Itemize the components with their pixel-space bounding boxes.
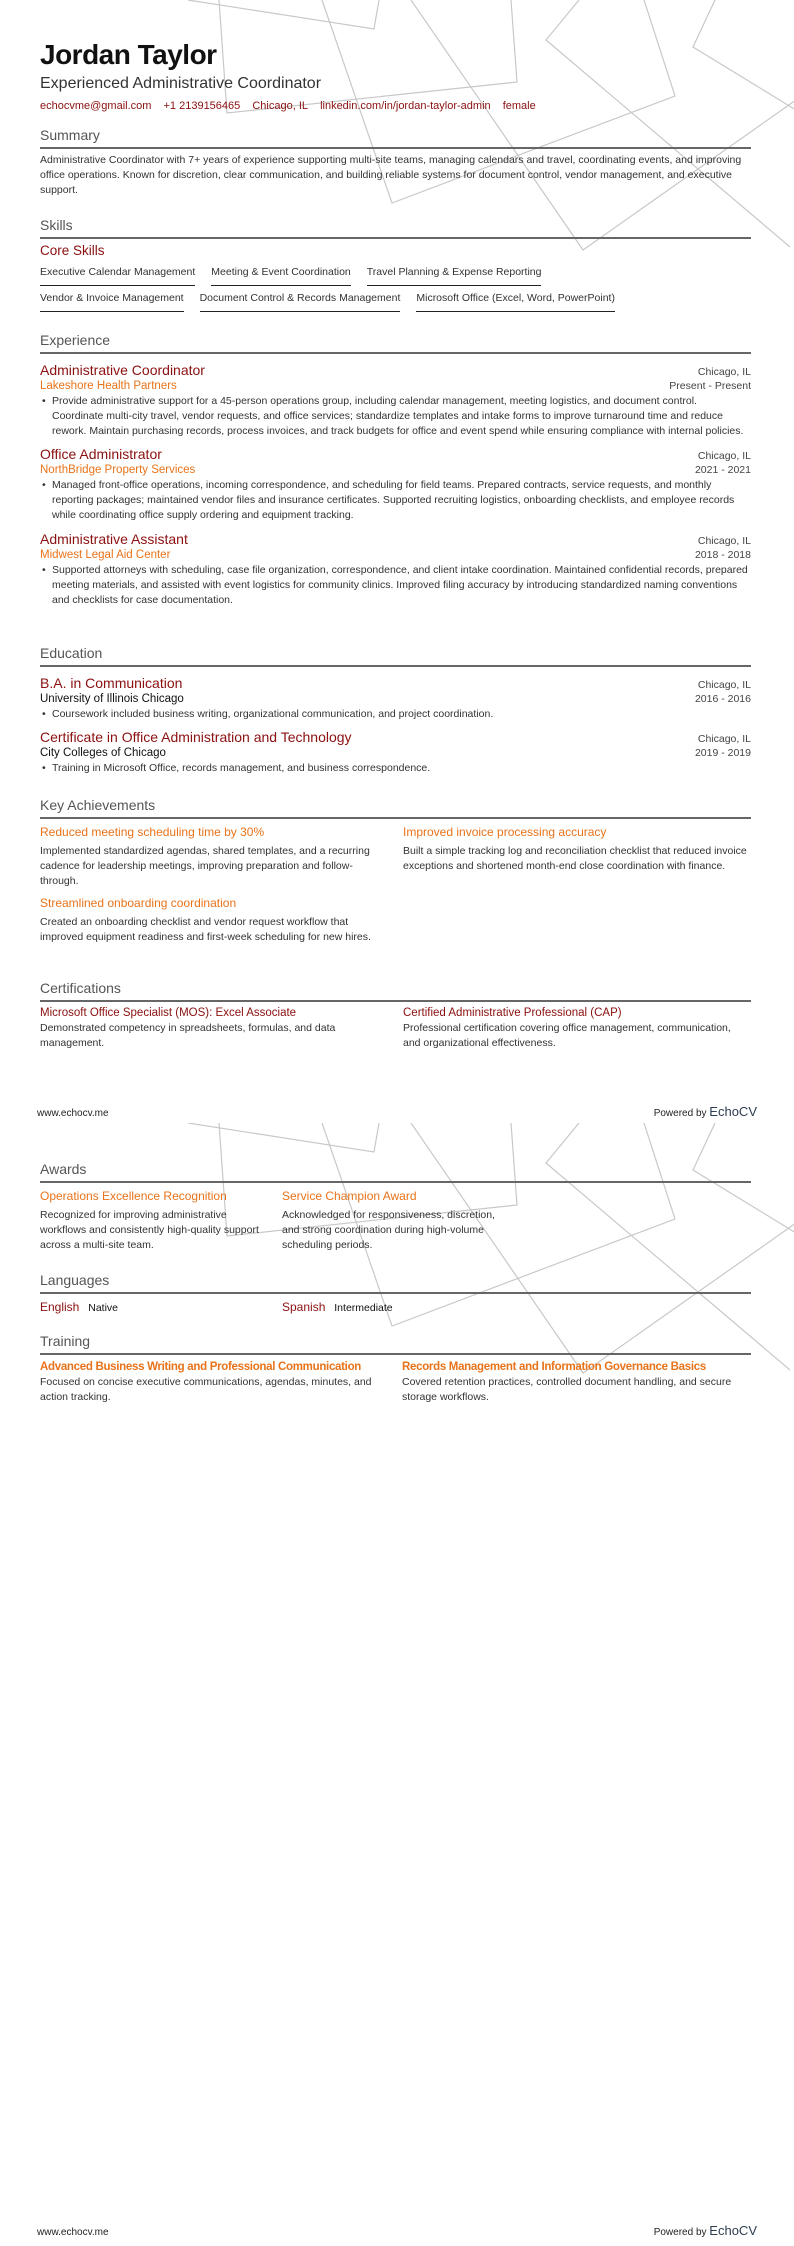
footer-powered xyxy=(654,1104,757,1119)
job-entry xyxy=(40,530,751,608)
education-location: Chicago, IL xyxy=(697,733,751,745)
achievement-desc: Implemented standardized agendas, shared templates, and a recurring cadence for leadership meetings, improving preparation and follow-through. xyxy=(40,844,370,887)
award-item xyxy=(282,1188,524,1253)
page-footer xyxy=(37,1104,757,1119)
skill-tag: Document Control & Records Management xyxy=(200,291,401,312)
job-dates: Present - Present xyxy=(669,379,751,392)
achievement-desc: Built a simple tracking log and reconciliation checklist that reduced invoice exceptions and shortened month-end close coordination with finance. xyxy=(403,844,747,872)
training-item xyxy=(40,1360,402,1405)
degree: B.A. in Communication xyxy=(40,674,183,691)
certification-item xyxy=(403,1006,751,1051)
achievement-desc: Created an onboarding checklist and vendor request workflow that improved equipment readiness and first-week scheduling for new hires. xyxy=(40,915,371,943)
section-heading: Experience xyxy=(40,332,111,348)
company-name: Midwest Legal Aid Center xyxy=(40,548,171,561)
training-section xyxy=(40,1332,751,1405)
certification-desc: Demonstrated competency in spreadsheets, formulas, and data management. xyxy=(40,1022,336,1049)
skills-section xyxy=(40,216,751,312)
certification-title: Microsoft Office Specialist (MOS): Excel Associate xyxy=(40,1007,297,1019)
contact-gender: female xyxy=(502,100,536,112)
job-entry xyxy=(40,361,751,439)
contact-linkedin[interactable]: linkedin.com/in/jordan-taylor-admin xyxy=(320,100,491,112)
candidate-name: Jordan Taylor xyxy=(40,39,217,70)
education-entry xyxy=(40,728,751,776)
job-location: Chicago, IL xyxy=(697,450,751,462)
job-location: Chicago, IL xyxy=(697,534,751,547)
training-title: Advanced Business Writing and Professional Communication xyxy=(40,1360,362,1373)
achievement-title: Reduced meeting scheduling time by 30% xyxy=(40,825,265,839)
degree: Certificate in Office Administration and Technology xyxy=(40,729,352,745)
achievements-section xyxy=(40,796,751,945)
achievement-item xyxy=(40,824,403,889)
award-desc: Acknowledged for responsiveness, discretion, and strong coordination during high-volume scheduling periods. xyxy=(282,1208,496,1251)
skill-tag: Vendor & Invoice Management xyxy=(40,291,184,312)
section-divider xyxy=(40,1353,751,1355)
section-heading: Summary xyxy=(40,127,100,143)
training-desc: Covered retention practices, controlled document handling, and secure storage workflows. xyxy=(402,1375,732,1403)
contact-email[interactable]: echocvme@gmail.com xyxy=(40,100,152,112)
skill-list xyxy=(40,260,680,312)
job-dates: 2021 - 2021 xyxy=(694,464,751,476)
award-desc: Recognized for improving administrative workflows and consistently high-quality support across a multi-site team. xyxy=(40,1208,259,1251)
section-divider xyxy=(40,237,751,239)
job-title: Office Administrator xyxy=(40,446,162,462)
section-heading: Skills xyxy=(40,217,73,233)
contact-phone[interactable]: +1 2139156465 xyxy=(163,100,241,112)
language-item xyxy=(282,1299,524,1316)
section-divider xyxy=(40,1181,751,1183)
certification-title: Certified Administrative Professional (CAP) xyxy=(403,1007,622,1019)
education-dates: 2019 - 2019 xyxy=(694,747,751,759)
achievement-title: Streamlined onboarding coordination xyxy=(40,896,237,910)
job-entry xyxy=(40,445,751,523)
achievement-item xyxy=(403,824,751,889)
skill-tag: Executive Calendar Management xyxy=(40,265,195,286)
skill-group-title: Core Skills xyxy=(40,243,105,258)
job-dates: 2018 - 2018 xyxy=(694,548,751,561)
job-title: Administrative Assistant xyxy=(40,530,188,547)
certifications-section xyxy=(40,979,751,1051)
footer-site-link[interactable]: www.echocv.me xyxy=(37,2227,109,2238)
certification-item xyxy=(40,1006,403,1051)
powered-by-label: Powered by xyxy=(653,1108,707,1119)
summary-text: Administrative Coordinator with 7+ years of experience supporting multi-site teams, managing calendars and travel, coordinating events, and improving office operations. Known for discretion, clear communication, and building reliable systems for document control, vendor management, and executive support. xyxy=(40,154,742,196)
awards-section xyxy=(40,1160,751,1253)
section-heading: Training xyxy=(40,1333,91,1349)
section-heading: Key Achievements xyxy=(40,797,156,813)
candidate-title: Experienced Administrative Coordinator xyxy=(40,75,322,92)
job-bullet: • Managed front-office operations, incoming correspondence, and scheduling for field teams. Prepared contracts, service requests, and monthly reporting packages; maintained vendor files and insurance certificates. Supported recruiting logistics, onboarding checklists, and employee records while coordinating office supply ordering and equipment tracking. xyxy=(40,478,751,523)
brand-logo[interactable]: EchoCV xyxy=(709,2223,757,2238)
training-title: Records Management and Information Governance Basics xyxy=(402,1360,706,1373)
training-item xyxy=(402,1360,751,1405)
brand-logo[interactable]: EchoCV xyxy=(709,1104,757,1119)
powered-by-label: Powered by xyxy=(653,2227,707,2238)
award-item xyxy=(40,1188,282,1253)
job-bullet: • Supported attorneys with scheduling, case file organization, correspondence, and client intake coordination. Maintained confidential records, prepared meeting materials, and assisted with event logistics for community clinics. Improved filing accuracy by introducing standardized naming conventions and checklists for case documentation. xyxy=(40,563,751,608)
company-name: Lakeshore Health Partners xyxy=(40,379,177,392)
languages-section xyxy=(40,1271,751,1316)
section-divider xyxy=(40,817,751,819)
section-divider xyxy=(40,665,751,667)
language-name: English xyxy=(40,1300,80,1314)
achievement-item xyxy=(40,895,403,945)
education-bullet: • Coursework included business writing, organizational communication, and project coordination. xyxy=(40,707,751,722)
section-heading: Certifications xyxy=(40,980,121,996)
award-title: Operations Excellence Recognition xyxy=(40,1189,227,1203)
award-title: Service Champion Award xyxy=(282,1189,417,1203)
skill-tag: Microsoft Office (Excel, Word, PowerPoint) xyxy=(416,291,615,312)
page-footer xyxy=(37,2223,757,2238)
job-title: Administrative Coordinator xyxy=(40,361,205,378)
education-location: Chicago, IL xyxy=(697,678,751,691)
resume-header xyxy=(40,38,751,114)
summary-section xyxy=(40,126,751,198)
language-name: Spanish xyxy=(282,1300,326,1314)
education-dates: 2016 - 2016 xyxy=(694,692,751,705)
education-bullet: • Training in Microsoft Office, records management, and business correspondence. xyxy=(40,761,751,776)
skill-tag: Meeting & Event Coordination xyxy=(211,265,351,286)
section-heading: Awards xyxy=(40,1161,87,1177)
job-location: Chicago, IL xyxy=(697,365,751,378)
certification-desc: Professional certification covering office management, communication, and organizational effectiveness. xyxy=(403,1022,731,1049)
language-level: Native xyxy=(88,1302,119,1314)
contact-line xyxy=(40,98,751,114)
section-divider xyxy=(40,147,751,149)
language-item xyxy=(40,1299,282,1316)
education-entry xyxy=(40,674,751,722)
footer-powered xyxy=(654,2223,757,2238)
section-heading: Languages xyxy=(40,1272,110,1288)
footer-site-link[interactable]: www.echocv.me xyxy=(37,1108,109,1119)
education-section xyxy=(40,644,751,776)
company-name: NorthBridge Property Services xyxy=(40,464,196,476)
school-name: City Colleges of Chicago xyxy=(40,747,166,759)
achievement-title: Improved invoice processing accuracy xyxy=(403,825,607,839)
section-divider xyxy=(40,1000,751,1002)
job-bullet: • Provide administrative support for a 45-person operations group, including calendar management, meeting logistics, and document control. Coordinate multi-city travel, vendor requests, and office services; standardize templates and intake forms to improve turnaround time and reduce rework. Maintain purchasing records, process invoices, and track budgets for office and event spend while ensuring compliance with internal policies. xyxy=(40,394,751,439)
language-level: Intermediate xyxy=(334,1302,393,1314)
experience-section xyxy=(40,331,751,608)
section-divider xyxy=(40,1292,751,1294)
section-heading: Education xyxy=(40,645,103,661)
skill-tag: Travel Planning & Expense Reporting xyxy=(367,265,542,286)
contact-location: Chicago, IL xyxy=(252,100,308,112)
section-divider xyxy=(40,352,751,354)
school-name: University of Illinois Chicago xyxy=(40,692,184,705)
training-desc: Focused on concise executive communications, agendas, minutes, and action tracking. xyxy=(40,1375,372,1403)
